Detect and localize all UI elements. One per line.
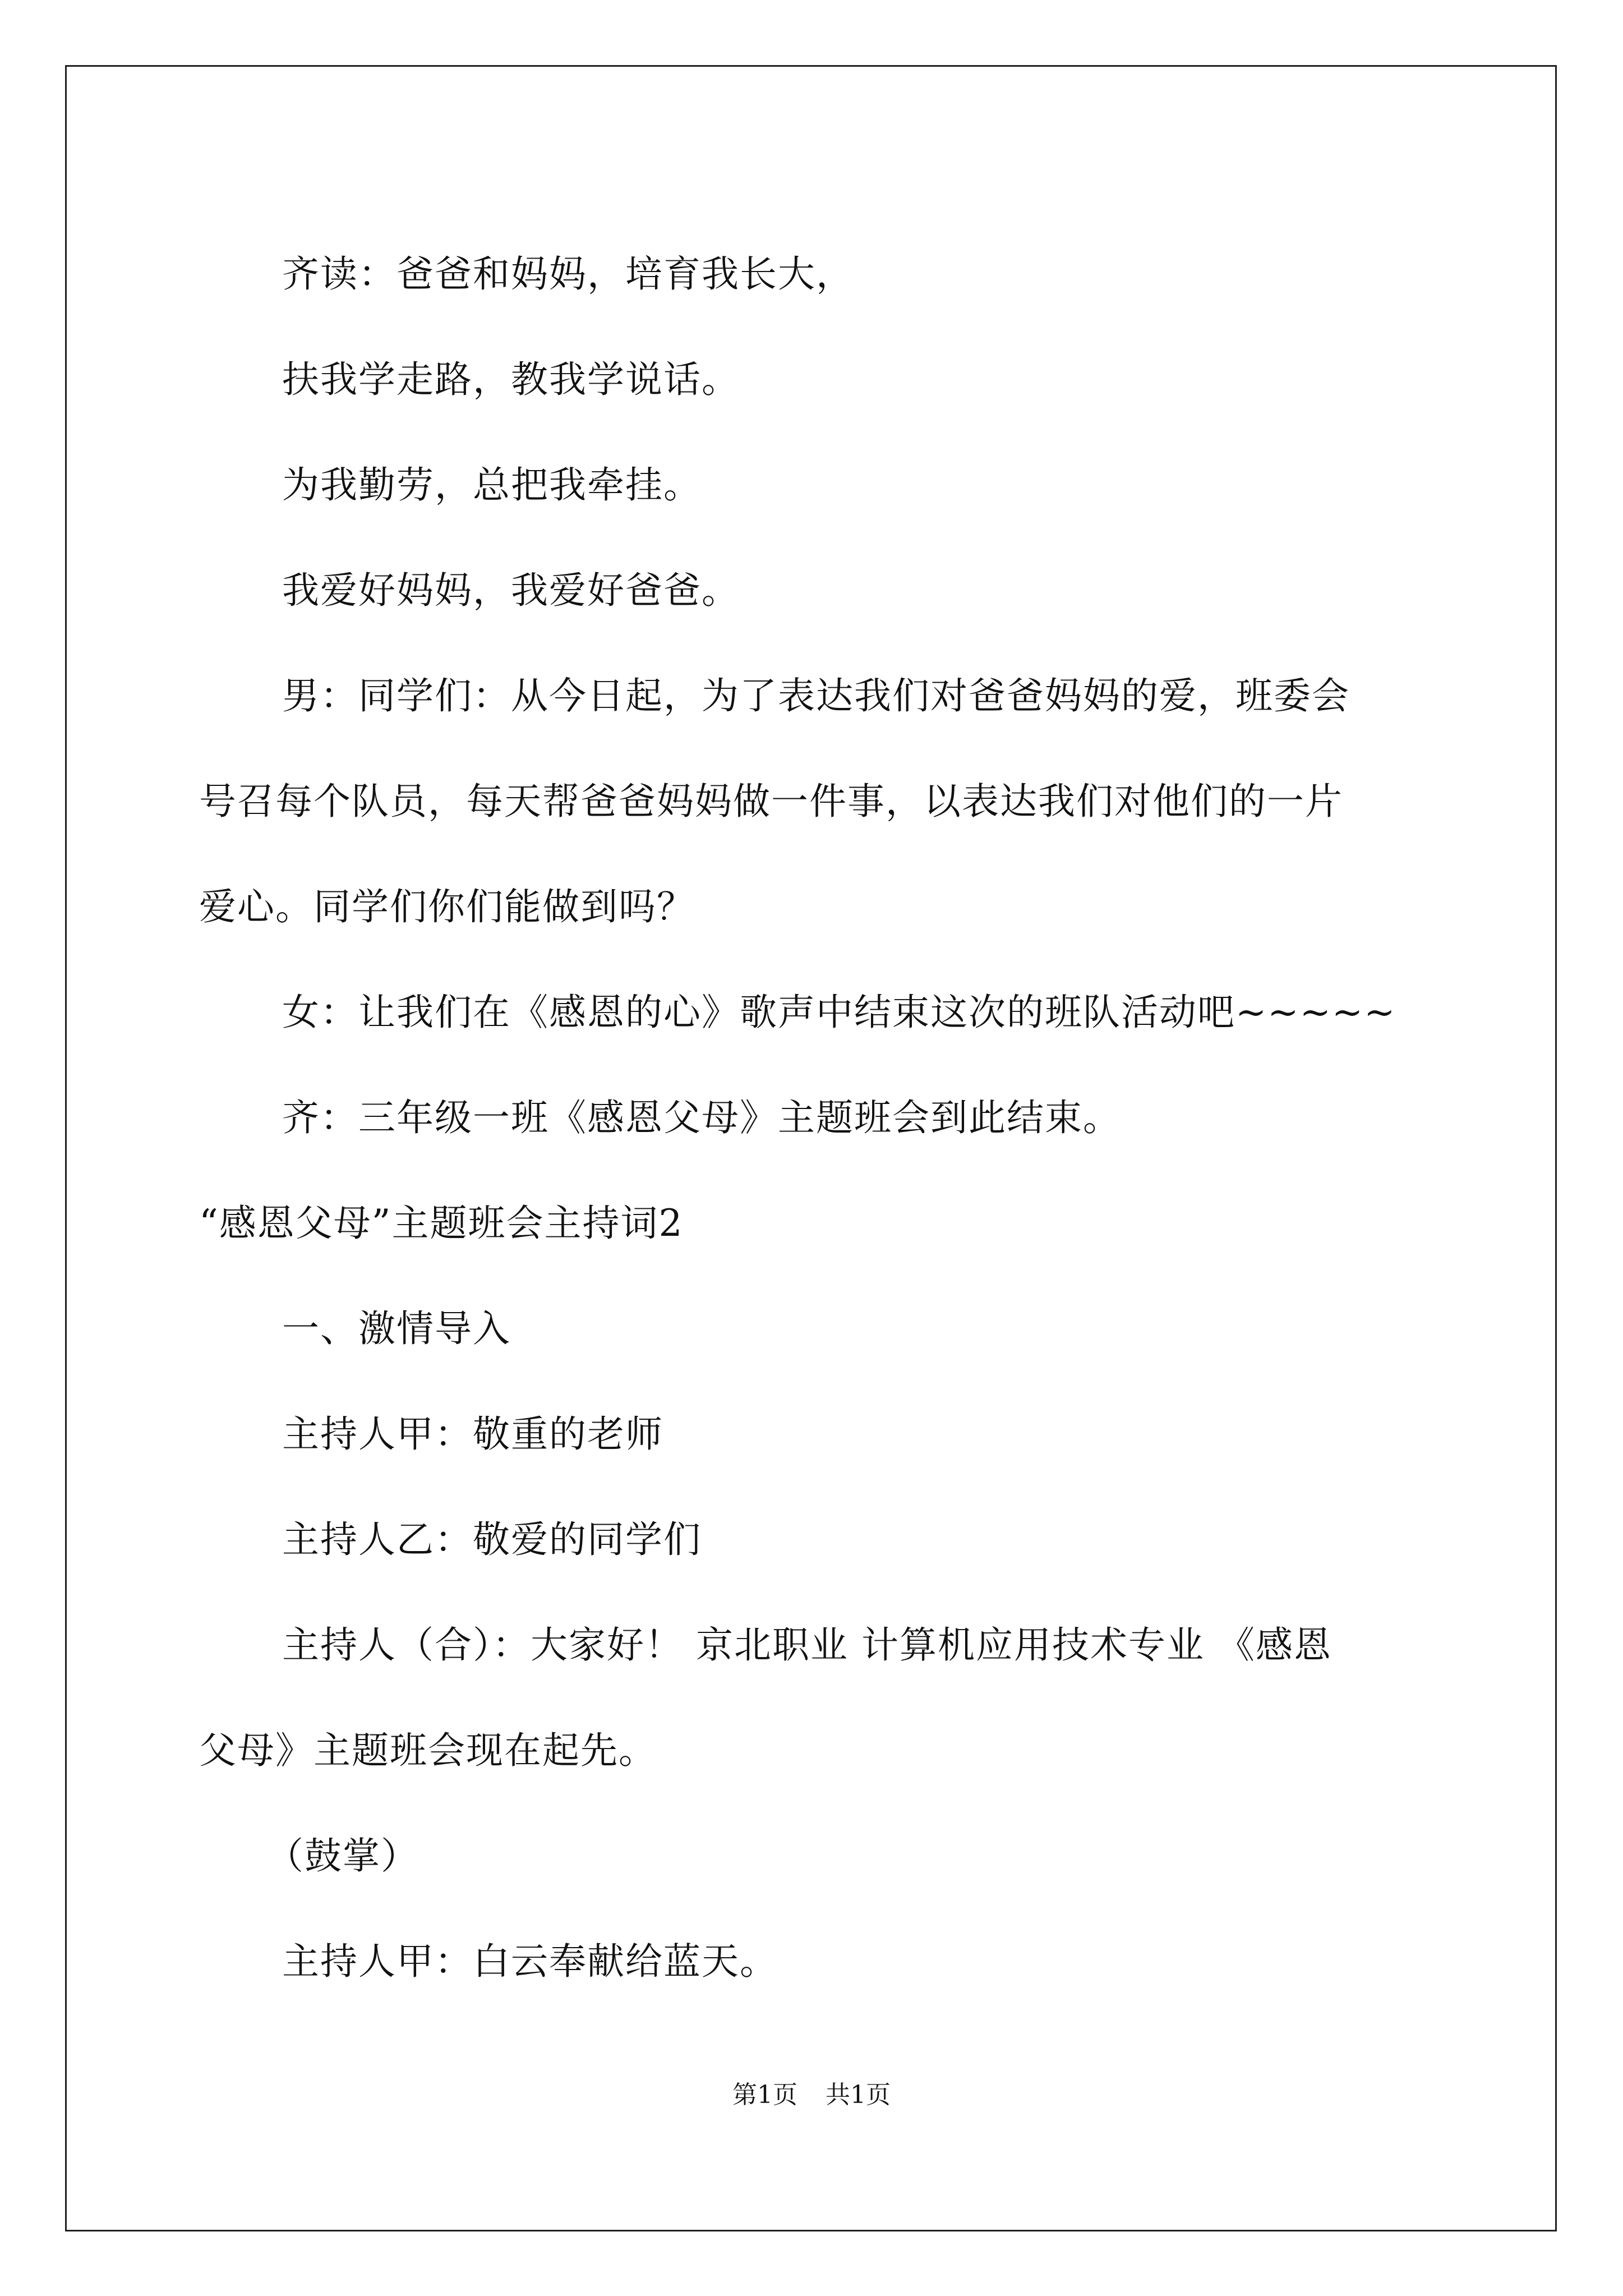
page-footer xyxy=(0,2074,1623,2110)
paragraph-line: 号召每个队员，每天帮爸爸妈妈做一件事，以表达我们对他们的一片 xyxy=(199,780,1343,823)
paragraph: 主持人甲：敬重的老师 xyxy=(282,1412,663,1456)
paragraph-line: 男：同学们：从今日起，为了表达我们对爸爸妈妈的爱，班委会 xyxy=(282,674,1350,717)
section-heading: “感恩父母”主题班会主持词2 xyxy=(199,1202,684,1245)
paragraph: 齐：三年级一班《感恩父母》主题班会到此结束。 xyxy=(282,1096,1121,1139)
paragraph: 主持人乙：敬爱的同学们 xyxy=(282,1518,702,1561)
paragraph-line: 主持人（合）：大家好！ 京北职业 计算机应用技术专业 《感恩 xyxy=(282,1623,1332,1667)
paragraph: 扶我学走路，教我学说话。 xyxy=(282,358,740,401)
stage-direction: （鼓掌） xyxy=(266,1834,419,1878)
page-number: 第1页 xyxy=(732,2081,797,2109)
paragraph: 主持人甲：白云奉献给蓝天。 xyxy=(282,1940,778,1983)
paragraph-line: 父母》主题班会现在起先。 xyxy=(199,1729,657,1772)
paragraph: 女：让我们在《感恩的心》歌声中结束这次的班队活动吧~~~~~ xyxy=(282,991,1396,1034)
page-total: 共1页 xyxy=(826,2081,891,2109)
paragraph: 为我勤劳，总把我牵挂。 xyxy=(282,463,702,507)
document-body xyxy=(199,222,1424,2014)
paragraph: 齐读：爸爸和妈妈，培育我长大， xyxy=(282,252,854,296)
subsection-title: 一、激情导入 xyxy=(282,1307,511,1350)
paragraph-line: 爱心。同学们你们能做到吗？ xyxy=(199,885,695,928)
paragraph: 我爱好妈妈，我爱好爸爸。 xyxy=(282,569,740,612)
